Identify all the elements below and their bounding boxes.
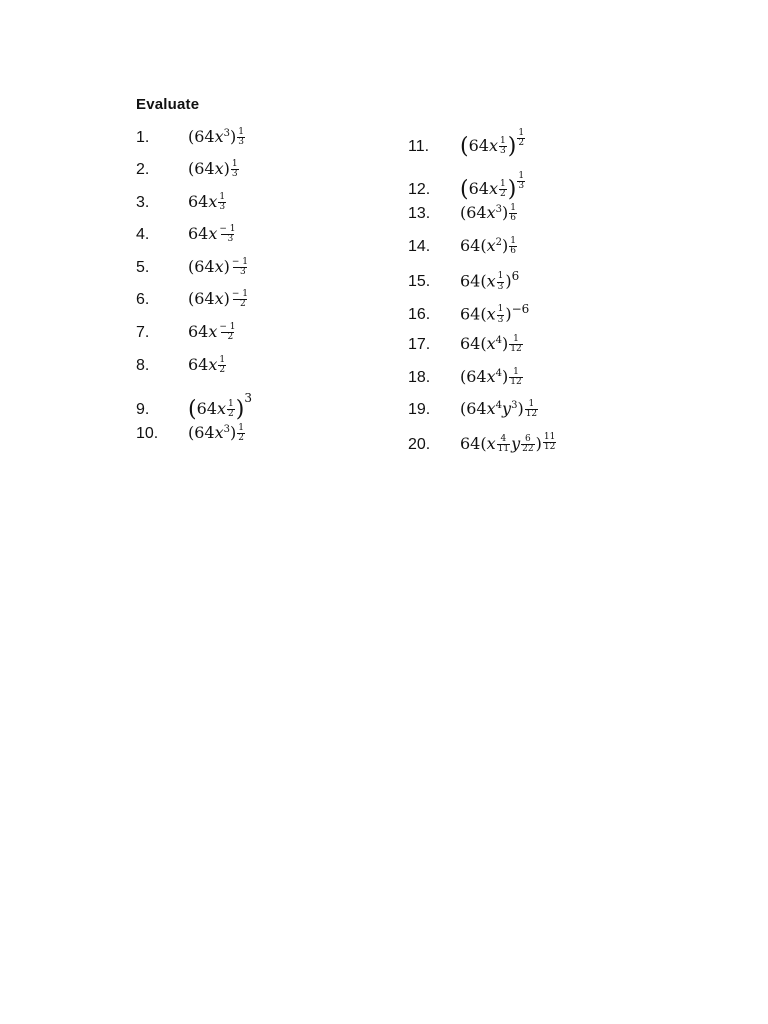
problem-expression: 64x $\frac{1}{3}$ <box>188 192 226 213</box>
problem-expression: (64x4) $\frac{1}{12}$ <box>460 367 522 388</box>
problem-number: 18. <box>408 369 431 386</box>
problem-expression: (64x3) $\frac{1}{6}$ <box>460 203 516 224</box>
problem-number: 20. <box>408 436 431 453</box>
problem-17 <box>408 335 524 359</box>
problem-10 <box>136 424 246 448</box>
problem-expression: 64(x $\frac{4}{11}$ y $\frac{6}{22}$ ) $\frac{11}{12}$ <box>460 432 556 455</box>
problem-number: 13. <box>408 205 431 222</box>
problem-number: 11. <box>408 138 430 155</box>
problem-expression: (64x) $\frac{- 1}{2}$ <box>188 289 249 310</box>
problem-13 <box>408 204 518 228</box>
problem-4 <box>136 225 238 249</box>
problem-14 <box>408 237 518 261</box>
problem-12 <box>408 171 526 202</box>
problem-number: 17. <box>408 336 431 353</box>
problem-19 <box>408 400 539 424</box>
problem-18 <box>408 368 524 392</box>
problem-number: 12. <box>408 181 431 198</box>
problem-20 <box>408 433 557 457</box>
problem-expression: (64x $\frac{1}{2}$ ) $\frac{1}{3}$ <box>460 171 525 202</box>
problem-number: 10. <box>136 425 159 442</box>
problem-expression: 64(x $\frac{1}{3}$ )−6 <box>460 302 530 325</box>
problem-expression: (64x) $\frac{1}{3}$ <box>188 159 238 180</box>
problem-9 <box>136 391 252 422</box>
problem-expression: (64x) $\frac{- 1}{3}$ <box>188 257 249 278</box>
worksheet-title: Evaluate <box>136 96 200 113</box>
problem-1 <box>136 128 246 152</box>
problem-15 <box>408 270 519 294</box>
problem-expression: (64x3) $\frac{1}{2}$ <box>188 423 244 444</box>
problem-number: 16. <box>408 306 431 324</box>
problem-7 <box>136 323 238 347</box>
problem-6 <box>136 290 250 314</box>
problem-expression: 64(x4) $\frac{1}{12}$ <box>460 334 522 355</box>
problem-expression: (64x3) $\frac{1}{3}$ <box>188 127 244 148</box>
problem-number: 1. <box>136 129 150 146</box>
problem-expression: (64x $\frac{1}{3}$ ) $\frac{1}{2}$ <box>460 128 525 159</box>
problem-5 <box>136 258 250 282</box>
problem-number: 8. <box>136 357 150 374</box>
problem-16 <box>408 303 529 327</box>
problem-number: 9. <box>136 401 150 418</box>
problem-expression: (64x4y3) $\frac{1}{12}$ <box>460 399 538 420</box>
problem-expression: 64(x2) $\frac{1}{6}$ <box>460 236 516 257</box>
problem-expression: 64(x $\frac{1}{3}$ )6 <box>460 269 520 292</box>
problem-expression: (64x $\frac{1}{2}$ )3 <box>188 391 252 422</box>
problem-number: 14. <box>408 238 431 255</box>
problem-expression: 64x $\frac{- 1}{3}$ <box>188 224 236 245</box>
problem-number: 15. <box>408 273 431 291</box>
problem-11 <box>408 128 526 159</box>
problem-number: 7. <box>136 324 150 341</box>
problem-number: 19. <box>408 401 431 418</box>
problem-8 <box>136 356 227 380</box>
problem-3 <box>136 193 227 217</box>
problem-number: 6. <box>136 291 150 308</box>
problem-expression: 64x $\frac{- 1}{2}$ <box>188 322 236 343</box>
problem-2 <box>136 160 240 184</box>
problem-number: 4. <box>136 226 150 243</box>
problem-number: 2. <box>136 161 150 178</box>
problem-number: 5. <box>136 259 150 276</box>
problem-number: 3. <box>136 194 150 211</box>
problem-expression: 64x $\frac{1}{2}$ <box>188 355 226 376</box>
